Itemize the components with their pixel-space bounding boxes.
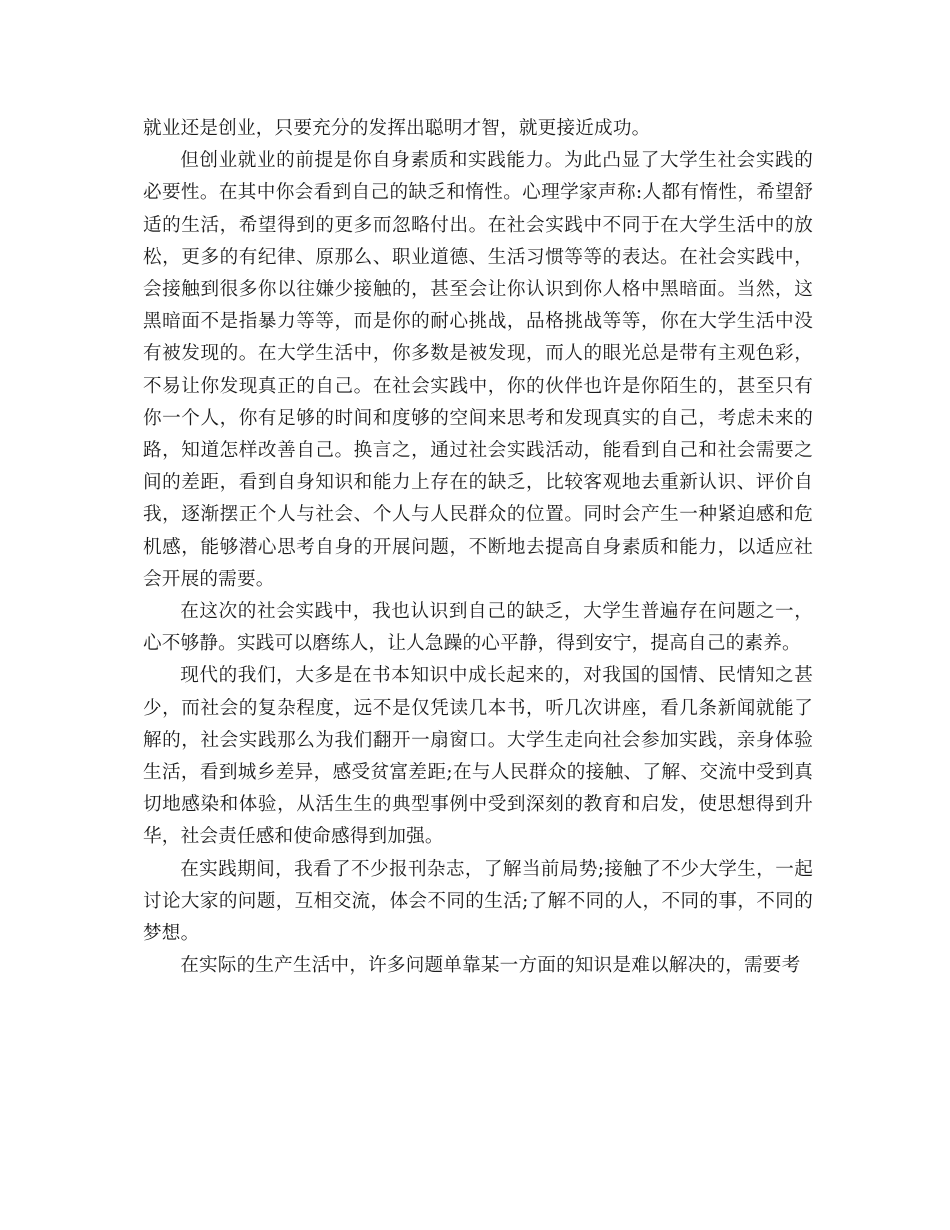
paragraph-4: 现代的我们，大多是在书本知识中成长起来的，对我国的国情、民情知之甚少，而社会的复杂程度，远不是仅凭读几本书，听几次讲座，看几条新闻就能了解的，社会实践那么为我们翻开一扇窗口。大学生走向社会参加实践，亲身体验生活，看到城乡差异，感受贫富差距;在与人民群众的接触、了解、交流中受到真切地感染和体验，从活生生的典型事例中受到深刻的教育和启发，使思想得到升华，社会责任感和使命感得到加强。	[143, 665, 813, 848]
paragraph-2: 但创业就业的前提是你自身素质和实践能力。为此凸显了大学生社会实践的必要性。在其中你会看到自己的缺乏和惰性。心理学家声称:人都有惰性，希望舒适的生活，希望得到的更多而忽略付出。在社会实践中不同于在大学生活中的放松，更多的有纪律、原那么、职业道德、生活习惯等等的表达。在社会实践中，会接触到很多你以往嫌少接触的，甚至会让你认识到你人格中黑暗面。当然，这黑暗面不是指暴力等等，而是你的耐心挑战，品格挑战等等，你在大学生活中没有被发现的。在大学生活中，你多数是被发现，而人的眼光总是带有主观色彩，不易让你发现真正的自己。在社会实践中，你的伙伴也许是你陌生的，甚至只有你一个人，你有足够的时间和度够的空间来思考和发现真实的自己，考虑未来的路，知道怎样改善自己。换言之，通过社会实践活动，能看到自己和社会需要之间的差距，看到自身知识和能力上存在的缺乏，比较客观地去重新认识、评价自我，逐渐摆正个人与社会、个人与人民群众的位置。同时会产生一种紧迫感和危机感，能够潜心思考自身的开展问题，不断地去提高自身素质和能力，以适应社会开展的需要。	[143, 150, 813, 590]
paragraph-6: 在实际的生产生活中，许多问题单靠某一方面的知识是难以解决的，需要考	[180, 955, 801, 977]
paragraph-5: 在实践期间，我看了不少报刊杂志，了解当前局势;接触了不少大学生，一起讨论大家的问题，互相交流，体会不同的生活;了解不同的人，不同的事，不同的梦想。	[143, 858, 813, 945]
paragraph-1: 就业还是创业，只要充分的发挥出聪明才智，就更接近成功。	[143, 118, 651, 139]
document-body	[143, 113, 813, 982]
paragraph-3: 在这次的社会实践中，我也认识到自己的缺乏，大学生普遍存在问题之一，心不够静。实践可以磨练人，让人急躁的心平静，得到安宁，提高自己的素养。	[143, 601, 813, 655]
